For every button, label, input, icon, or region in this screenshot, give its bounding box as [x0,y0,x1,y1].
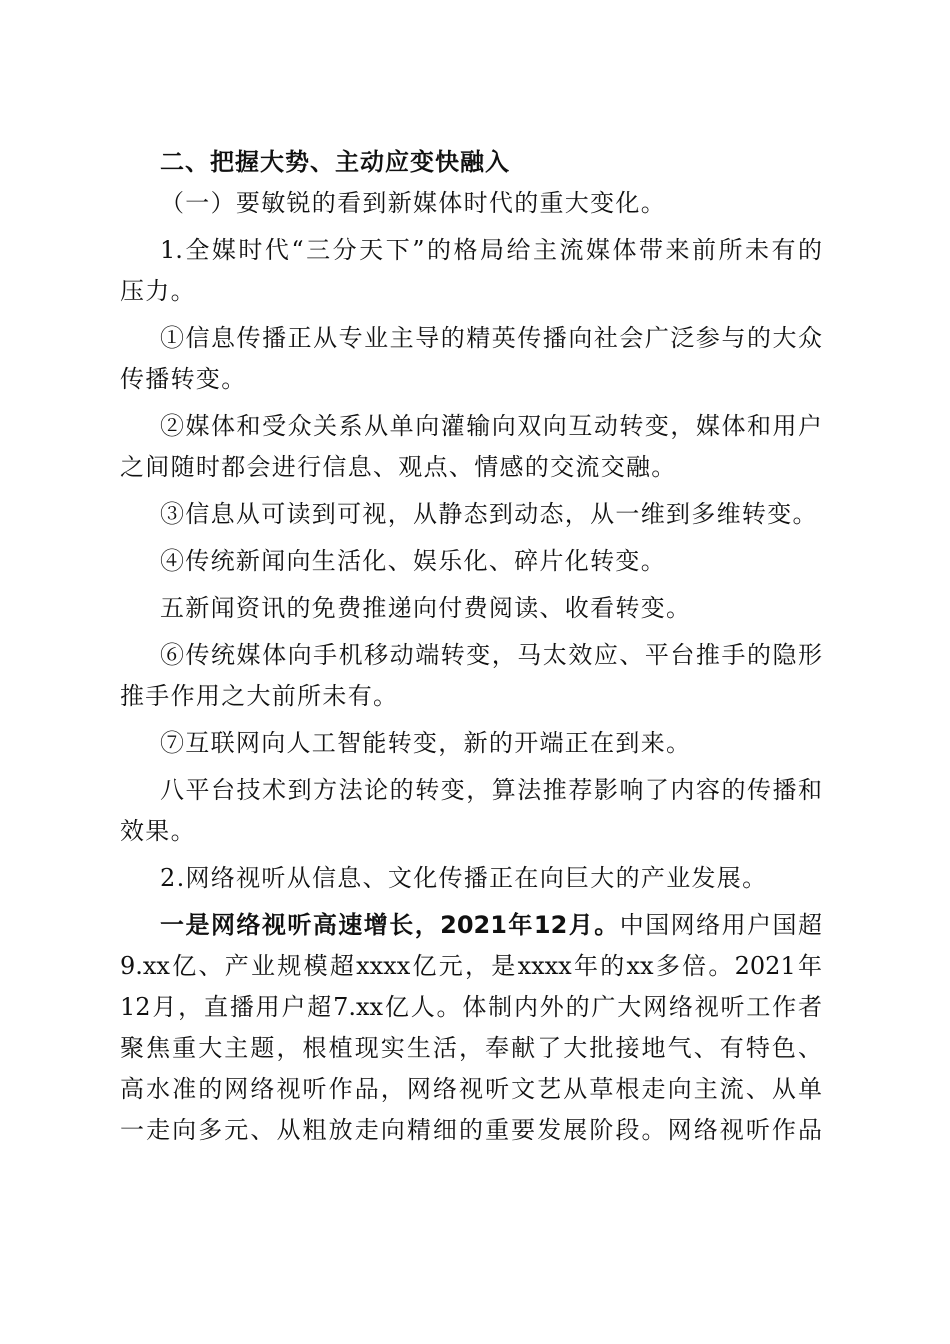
paragraph-text: 中国网络用户国超 [619,911,823,939]
paragraph-line: 聚焦重大主题，根植现实生活，奉献了大批接地气、有特色、 [120,1034,822,1062]
section-heading: 二、把握大势、主动应变快融入 [160,148,510,176]
paragraph-line: ④传统新闻向生活化、娱乐化、碎片化转变。 [160,547,666,575]
paragraph-line: 五新闻资讯的免费推递向付费阅读、收看转变。 [160,594,692,622]
paragraph-line: ⑥传统媒体向手机移动端转变，马太效应、平台推手的隐形 [160,641,822,669]
sub-heading: （一）要敏锐的看到新媒体时代的重大变化。 [160,189,666,217]
paragraph-line: 高水准的网络视听作品，网络视听文艺从草根走向主流、从单 [120,1075,822,1103]
paragraph-line: 12月，直播用户超7.xx亿人。体制内外的广大网络视听工作者 [120,993,822,1021]
paragraph-line: 推手作用之大前所未有。 [120,682,399,710]
bold-lead-text: 一是网络视听高速增长，2021年12月。 [160,911,620,939]
paragraph-line: 2.网络视听从信息、文化传播正在向巨大的产业发展。 [160,864,768,892]
paragraph-line: 八平台技术到方法论的转变，算法推荐影响了内容的传播和 [160,776,822,804]
paragraph-line: 一走向多元、从粗放走向精细的重要发展阶段。网络视听作品 [120,1116,822,1144]
paragraph-line [120,905,822,946]
paragraph-line: ①信息传播正从专业主导的精英传播向社会广泛参与的大众 [160,324,822,352]
paragraph-line: 传播转变。 [120,365,247,393]
paragraph-line: ③信息从可读到可视，从静态到动态，从一维到多维转变。 [160,500,818,528]
paragraph-line: ②媒体和受众关系从单向灌输向双向互动转变，媒体和用户 [160,412,822,440]
paragraph-line: 9.xx亿、产业规模超xxxx亿元，是xxxx年的xx多倍。2021年 [120,952,822,980]
paragraph-line: ⑦互联网向人工智能转变，新的开端正在到来。 [160,729,692,757]
paragraph-line: 压力。 [120,277,196,305]
paragraph-line: 效果。 [120,817,196,845]
paragraph-line: 之间随时都会进行信息、观点、情感的交流交融。 [120,453,677,481]
paragraph-line: 1.全媒时代“三分天下”的格局给主流媒体带来前所未有的 [160,236,822,264]
document-body [120,142,822,1151]
